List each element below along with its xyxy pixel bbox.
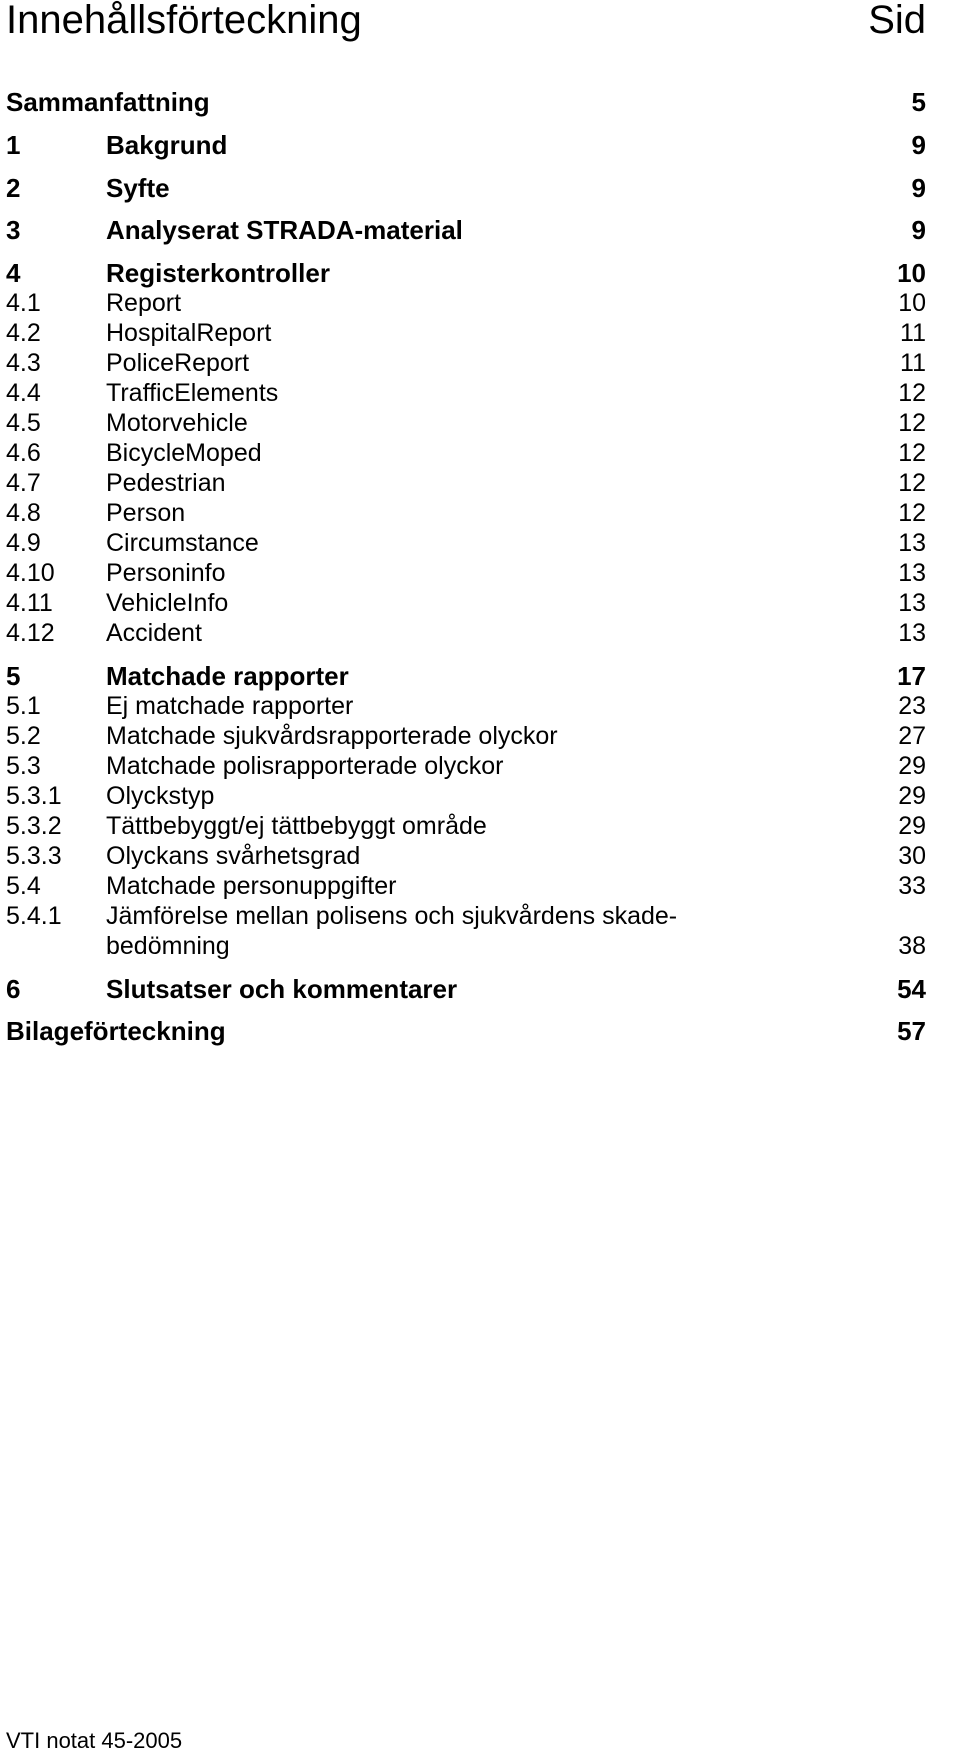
toc-entry-page: 29 [898, 752, 926, 780]
toc-entry-page: 12 [898, 469, 926, 497]
toc-entry-title: Motorvehicle [106, 409, 248, 437]
toc-entry-title: Pedestrian [106, 469, 226, 497]
toc-entry-number: 3 [6, 215, 21, 245]
toc-entry-page: 9 [911, 173, 926, 203]
toc-entry-page: 10 [898, 289, 926, 317]
toc-entry-title: PoliceReport [106, 349, 250, 377]
toc-entry-number: Sammanfattning [6, 87, 210, 117]
page-column-header: Sid [868, 0, 926, 42]
toc-entry-page: 29 [898, 782, 926, 810]
toc-entry-number: 5.1 [6, 692, 41, 720]
toc-entry-number: 4.6 [6, 439, 41, 467]
toc-entry-page: 33 [898, 872, 926, 900]
toc-entry-number: 4.10 [6, 559, 55, 587]
toc-entry-number: 4.7 [6, 469, 41, 497]
toc-entry-page: 12 [898, 499, 926, 527]
toc-entry-title: Person [106, 499, 186, 527]
toc-entry-title: Analyserat STRADA-material [106, 215, 463, 245]
toc-entry-number: 4.11 [6, 589, 53, 617]
toc-entry-title: Slutsatser och kommentarer [106, 974, 458, 1004]
toc-entry-number: 5.2 [6, 722, 41, 750]
toc-entry-title: VehicleInfo [106, 589, 229, 617]
toc-entry-title: Ej matchade rapporter [106, 692, 354, 720]
toc-entry-number: 4 [6, 258, 21, 288]
toc-entry-title: Syfte [106, 173, 170, 203]
toc-entry-title: Bakgrund [106, 130, 228, 160]
toc-entry-number: 6 [6, 974, 21, 1004]
toc-entry-number: 5.3.3 [6, 842, 62, 870]
toc-entry-page: 13 [898, 589, 926, 617]
toc-entry-page: 10 [897, 258, 926, 288]
toc-entry-page: 23 [898, 692, 926, 720]
toc-entry-number: 5.3.1 [6, 782, 62, 810]
toc-entry-number: 5.3.2 [6, 812, 62, 840]
toc-entry-page: 57 [897, 1016, 926, 1046]
toc-title: Innehållsförteckning [6, 0, 362, 42]
toc-entry-title: Matchade rapporter [106, 661, 349, 691]
toc-entry-number: 4.9 [6, 529, 41, 557]
toc-entry-number: Bilageförteckning [6, 1016, 226, 1046]
toc-entry-title: BicycleMoped [106, 439, 262, 467]
toc-entry-number: 5.4.1 [6, 902, 62, 930]
toc-entry-title: bedömning [106, 932, 230, 960]
toc-entry-title: Olyckans svårhetsgrad [106, 842, 361, 870]
toc-entry-page: 27 [898, 722, 926, 750]
toc-entry-number: 5.3 [6, 752, 41, 780]
toc-entry-title: Report [106, 289, 182, 317]
toc-entry-title: Matchade personuppgifter [106, 872, 397, 900]
toc-entry-page: 11 [900, 319, 926, 347]
toc-entry-title: Olyckstyp [106, 782, 215, 810]
toc-entry-title: Tättbebyggt/ej tättbebyggt område [106, 812, 487, 840]
toc-entry-page: 12 [898, 439, 926, 467]
toc-entry-page: 29 [898, 812, 926, 840]
toc-entry-number: 4.8 [6, 499, 41, 527]
toc-entry-title: HospitalReport [106, 319, 272, 347]
toc-entry-number: 1 [6, 130, 21, 160]
toc-entry-page: 17 [897, 661, 926, 691]
toc-entry-page: 13 [898, 619, 926, 647]
toc-entry-title: Accident [106, 619, 202, 647]
toc-entry-page: 11 [900, 349, 926, 377]
toc-entry-page: 12 [898, 379, 926, 407]
toc-entry-number: 4.5 [6, 409, 41, 437]
toc-entry-number: 4.2 [6, 319, 41, 347]
toc-entry-number: 4.1 [6, 289, 41, 317]
toc-entry-number: 5.4 [6, 872, 41, 900]
toc-entry-title: Jämförelse mellan polisens och sjukvårdens skade- [106, 902, 678, 930]
document-footer: VTI notat 45-2005 [6, 1728, 183, 1753]
toc-entry-page: 12 [898, 409, 926, 437]
toc-entry-page: 30 [898, 842, 926, 870]
toc-entry-page: 9 [911, 215, 926, 245]
toc-entry-number: 2 [6, 173, 21, 203]
toc-entry-number: 4.12 [6, 619, 55, 647]
toc-entry-page: 13 [898, 529, 926, 557]
toc-entry-page: 9 [911, 130, 926, 160]
toc-entry-number: 4.4 [6, 379, 41, 407]
toc-entry-title: Matchade polisrapporterade olyckor [106, 752, 504, 780]
toc-entry-page: 38 [898, 932, 926, 960]
toc-entry-number: 5 [6, 661, 21, 691]
toc-entry-title: Circumstance [106, 529, 259, 557]
toc-entry-page: 5 [911, 87, 926, 117]
toc-entry-page: 13 [898, 559, 926, 587]
toc-entry-title: Matchade sjukvårdsrapporterade olyckor [106, 722, 558, 750]
toc-entry-page: 54 [897, 974, 926, 1004]
toc-entry-title: Registerkontroller [106, 258, 330, 288]
toc-entry-title: Personinfo [106, 559, 226, 587]
toc-entry-title: TrafficElements [106, 379, 279, 407]
toc-entry-number: 4.3 [6, 349, 41, 377]
